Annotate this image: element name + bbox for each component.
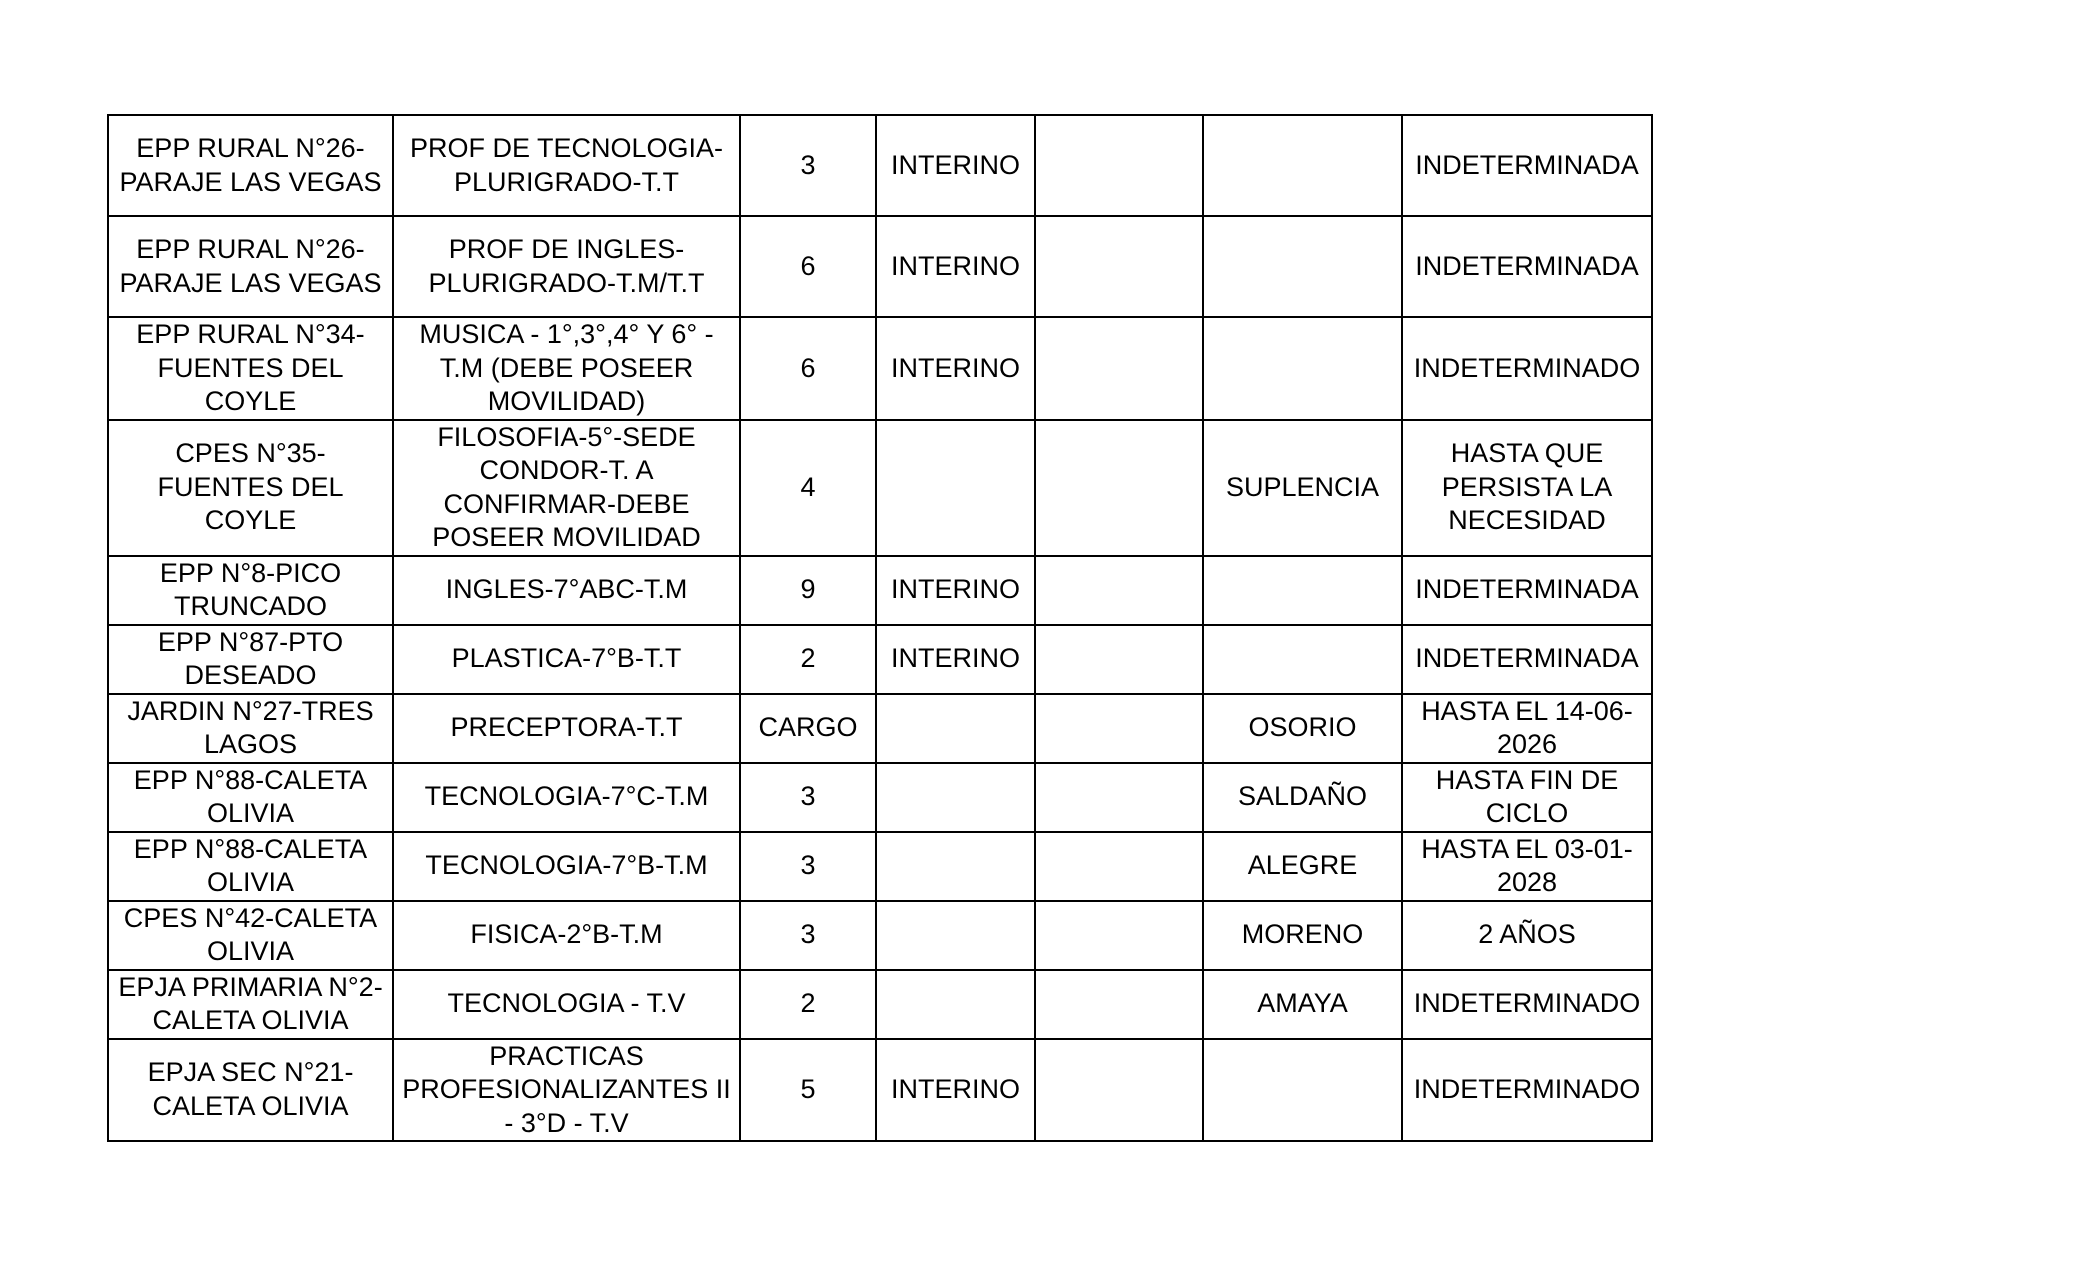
table-cell-reason: ALEGRE bbox=[1203, 832, 1402, 901]
table-cell-position: TECNOLOGIA-7°B-T.M bbox=[393, 832, 740, 901]
table-row bbox=[108, 216, 1652, 317]
table-cell-position: PROF DE INGLES-PLURIGRADO-T.M/T.T bbox=[393, 216, 740, 317]
table-cell-school: EPP RURAL N°26-PARAJE LAS VEGAS bbox=[108, 115, 393, 216]
table-cell-school: EPP RURAL N°34-FUENTES DEL COYLE bbox=[108, 317, 393, 420]
table-cell-hours: 3 bbox=[740, 763, 876, 832]
table-cell-blank bbox=[1035, 625, 1203, 694]
table-cell-reason bbox=[1203, 625, 1402, 694]
table-cell-hours: 9 bbox=[740, 556, 876, 625]
table-cell-reason bbox=[1203, 556, 1402, 625]
table-cell-hours: 4 bbox=[740, 420, 876, 556]
table-cell-reason bbox=[1203, 115, 1402, 216]
table-cell-status: INTERINO bbox=[876, 625, 1035, 694]
table-cell-school: EPJA SEC N°21-CALETA OLIVIA bbox=[108, 1039, 393, 1142]
table-body bbox=[108, 115, 1652, 1141]
table-cell-school: EPP N°87-PTO DESEADO bbox=[108, 625, 393, 694]
table-cell-hours: 3 bbox=[740, 901, 876, 970]
table-cell-school: EPP N°8-PICO TRUNCADO bbox=[108, 556, 393, 625]
table-cell-position: PRECEPTORA-T.T bbox=[393, 694, 740, 763]
table-cell-school: EPP N°88-CALETA OLIVIA bbox=[108, 832, 393, 901]
table-cell-position: TECNOLOGIA-7°C-T.M bbox=[393, 763, 740, 832]
table-cell-blank bbox=[1035, 556, 1203, 625]
table-cell-reason: AMAYA bbox=[1203, 970, 1402, 1039]
table-cell-duration: HASTA FIN DE CICLO bbox=[1402, 763, 1652, 832]
table-cell-blank bbox=[1035, 216, 1203, 317]
table-cell-hours: 6 bbox=[740, 216, 876, 317]
table-cell-school: CPES N°42-CALETA OLIVIA bbox=[108, 901, 393, 970]
table-cell-school: EPP RURAL N°26-PARAJE LAS VEGAS bbox=[108, 216, 393, 317]
table-row bbox=[108, 970, 1652, 1039]
table-cell-duration: INDETERMINADA bbox=[1402, 216, 1652, 317]
table-cell-reason: OSORIO bbox=[1203, 694, 1402, 763]
table-cell-school: JARDIN N°27-TRES LAGOS bbox=[108, 694, 393, 763]
table-cell-duration: 2 AÑOS bbox=[1402, 901, 1652, 970]
table-cell-reason: SALDAÑO bbox=[1203, 763, 1402, 832]
table-cell-status bbox=[876, 970, 1035, 1039]
table-cell-reason bbox=[1203, 216, 1402, 317]
table-cell-position: INGLES-7°ABC-T.M bbox=[393, 556, 740, 625]
table-cell-duration: INDETERMINADA bbox=[1402, 115, 1652, 216]
table-cell-blank bbox=[1035, 115, 1203, 216]
table-cell-reason bbox=[1203, 317, 1402, 420]
table-cell-duration: INDETERMINADA bbox=[1402, 556, 1652, 625]
table-cell-position: PRACTICAS PROFESIONALIZANTES II - 3°D - T.V bbox=[393, 1039, 740, 1142]
table-cell-blank bbox=[1035, 970, 1203, 1039]
table-cell-blank bbox=[1035, 832, 1203, 901]
table-cell-hours: 3 bbox=[740, 832, 876, 901]
table-cell-reason: MORENO bbox=[1203, 901, 1402, 970]
table-cell-reason: SUPLENCIA bbox=[1203, 420, 1402, 556]
vacancy-table bbox=[107, 114, 1653, 1142]
table-cell-status bbox=[876, 420, 1035, 556]
table-row bbox=[108, 556, 1652, 625]
table-cell-blank bbox=[1035, 420, 1203, 556]
table-row bbox=[108, 763, 1652, 832]
table-cell-blank bbox=[1035, 763, 1203, 832]
table-row bbox=[108, 625, 1652, 694]
table-cell-duration: HASTA EL 14-06-2026 bbox=[1402, 694, 1652, 763]
table-cell-hours: 5 bbox=[740, 1039, 876, 1142]
table-cell-position: FISICA-2°B-T.M bbox=[393, 901, 740, 970]
table-cell-status: INTERINO bbox=[876, 556, 1035, 625]
table-cell-blank bbox=[1035, 1039, 1203, 1142]
table-cell-school: CPES N°35-FUENTES DEL COYLE bbox=[108, 420, 393, 556]
table-cell-duration: HASTA EL 03-01-2028 bbox=[1402, 832, 1652, 901]
table-cell-hours: 6 bbox=[740, 317, 876, 420]
table-cell-blank bbox=[1035, 901, 1203, 970]
table-cell-school: EPP N°88-CALETA OLIVIA bbox=[108, 763, 393, 832]
table-cell-reason bbox=[1203, 1039, 1402, 1142]
table-row bbox=[108, 115, 1652, 216]
table-cell-blank bbox=[1035, 694, 1203, 763]
table-row bbox=[108, 1039, 1652, 1142]
table-cell-status bbox=[876, 832, 1035, 901]
table-cell-hours: CARGO bbox=[740, 694, 876, 763]
table-cell-school: EPJA PRIMARIA N°2-CALETA OLIVIA bbox=[108, 970, 393, 1039]
table-cell-hours: 3 bbox=[740, 115, 876, 216]
table-row bbox=[108, 901, 1652, 970]
table-cell-position: FILOSOFIA-5°-SEDE CONDOR-T. A CONFIRMAR-DEBE POSEER MOVILIDAD bbox=[393, 420, 740, 556]
table-cell-position: TECNOLOGIA - T.V bbox=[393, 970, 740, 1039]
table-cell-duration: INDETERMINADO bbox=[1402, 317, 1652, 420]
table-cell-blank bbox=[1035, 317, 1203, 420]
table-cell-hours: 2 bbox=[740, 625, 876, 694]
table-row bbox=[108, 420, 1652, 556]
table-cell-position: PLASTICA-7°B-T.T bbox=[393, 625, 740, 694]
table-cell-duration: HASTA QUE PERSISTA LA NECESIDAD bbox=[1402, 420, 1652, 556]
table-cell-status bbox=[876, 763, 1035, 832]
table-cell-status: INTERINO bbox=[876, 1039, 1035, 1142]
table-row bbox=[108, 317, 1652, 420]
table-cell-position: PROF DE TECNOLOGIA-PLURIGRADO-T.T bbox=[393, 115, 740, 216]
table-cell-status: INTERINO bbox=[876, 115, 1035, 216]
table-cell-status bbox=[876, 901, 1035, 970]
table-row bbox=[108, 832, 1652, 901]
table-row bbox=[108, 694, 1652, 763]
table-cell-duration: INDETERMINADO bbox=[1402, 970, 1652, 1039]
table-cell-status: INTERINO bbox=[876, 317, 1035, 420]
table-cell-status bbox=[876, 694, 1035, 763]
table-cell-status: INTERINO bbox=[876, 216, 1035, 317]
table-cell-duration: INDETERMINADO bbox=[1402, 1039, 1652, 1142]
table-cell-duration: INDETERMINADA bbox=[1402, 625, 1652, 694]
table-cell-hours: 2 bbox=[740, 970, 876, 1039]
table-cell-position: MUSICA - 1°,3°,4° Y 6° - T.M (DEBE POSEER MOVILIDAD) bbox=[393, 317, 740, 420]
